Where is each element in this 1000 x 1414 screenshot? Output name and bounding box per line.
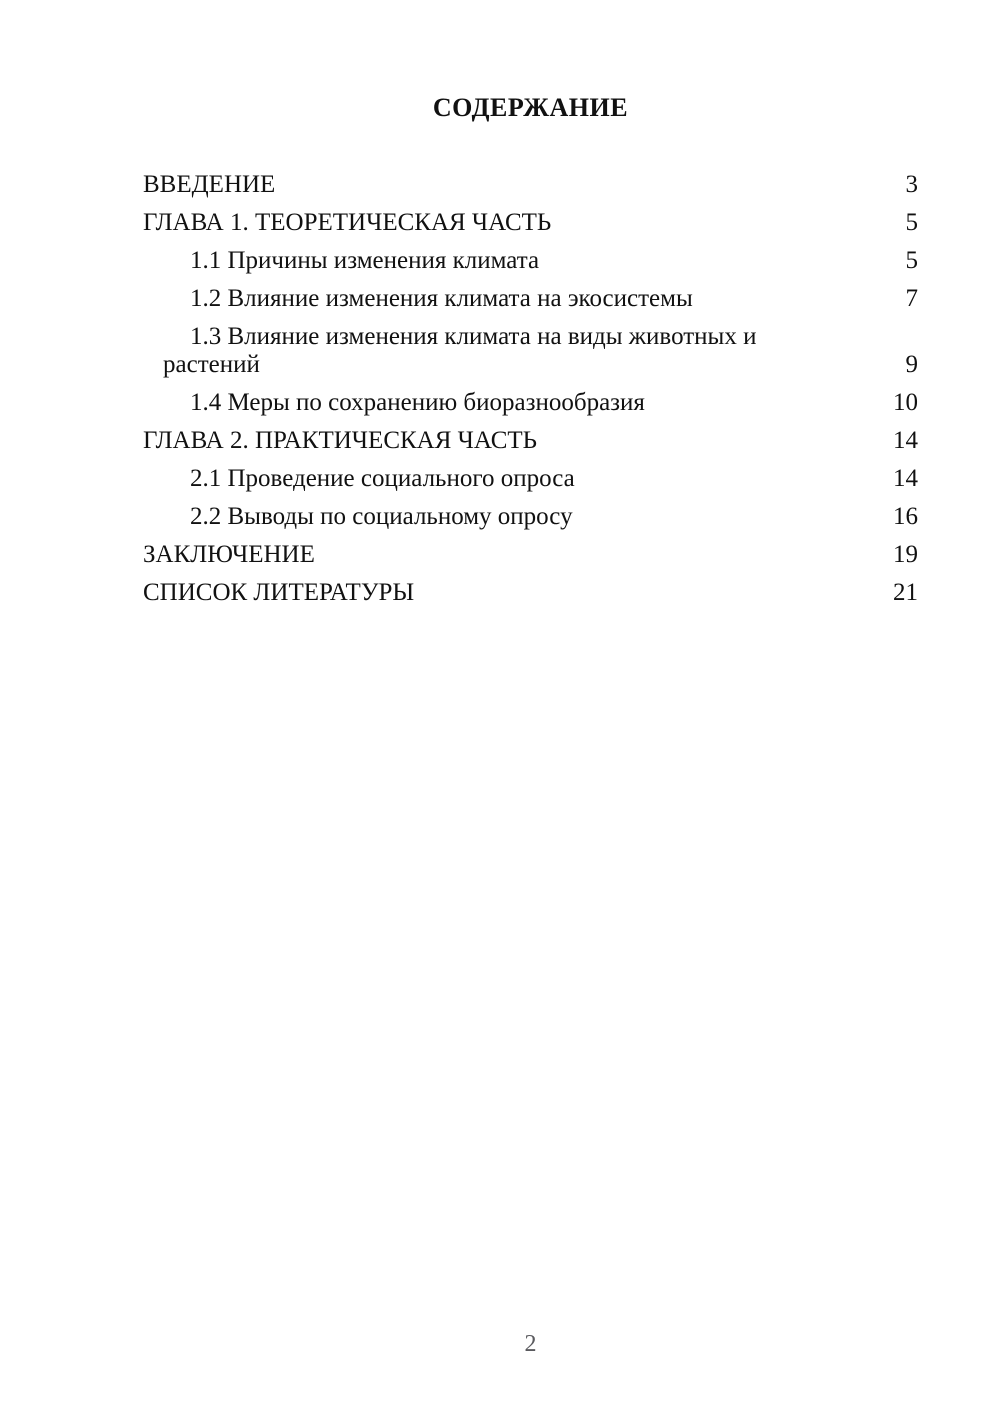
toc-entry-page: 21 [893, 579, 918, 606]
toc-entry-label: 2.1 Проведение социального опроса [190, 465, 575, 492]
toc-entry-label: ВВЕДЕНИЕ [143, 171, 276, 198]
toc-entry-page: 7 [905, 285, 918, 312]
toc-entry [143, 498, 918, 536]
toc-entry [143, 384, 918, 422]
toc-entry-label: 1.4 Меры по сохранению биоразнообразия [190, 389, 645, 416]
table-of-contents [143, 166, 918, 612]
toc-entry-label: ЗАКЛЮЧЕНИЕ [143, 541, 315, 568]
toc-entry [143, 242, 918, 280]
toc-entry-label: 1.2 Влияние изменения климата на экосистемы [190, 285, 693, 312]
toc-entry-page: 9 [905, 351, 918, 378]
toc-entry-page: 3 [905, 171, 918, 198]
toc-entry-page: 5 [905, 209, 918, 236]
page-number: 2 [524, 1331, 537, 1357]
toc-entry [143, 536, 918, 574]
toc-entry [143, 574, 918, 612]
toc-entry-page: 16 [893, 503, 918, 530]
toc-entry-label: 1.1 Причины изменения климата [190, 247, 540, 274]
toc-entry [143, 204, 918, 242]
page-content [143, 0, 918, 612]
toc-entry [143, 166, 918, 204]
toc-entry-label: 2.2 Выводы по социальному опросу [190, 503, 573, 530]
toc-entry-page: 10 [893, 389, 918, 416]
toc-entry [143, 422, 918, 460]
toc-entry-page: 19 [893, 541, 918, 568]
toc-entry-label: 1.3 Влияние изменения климата на виды животных и растений [163, 323, 757, 378]
toc-entry-label: СПИСОК ЛИТЕРАТУРЫ [143, 579, 415, 606]
toc-entry-label: ГЛАВА 2. ПРАКТИЧЕСКАЯ ЧАСТЬ [143, 427, 538, 454]
toc-entry-page: 14 [893, 427, 918, 454]
toc-entry [143, 318, 918, 384]
toc-entry-page: 14 [893, 465, 918, 492]
toc-entry-label: ГЛАВА 1. ТЕОРЕТИЧЕСКАЯ ЧАСТЬ [143, 209, 552, 236]
toc-entry [143, 280, 918, 318]
page-title: СОДЕРЖАНИЕ [432, 93, 629, 122]
toc-entry [143, 460, 918, 498]
toc-entry-page: 5 [905, 247, 918, 274]
